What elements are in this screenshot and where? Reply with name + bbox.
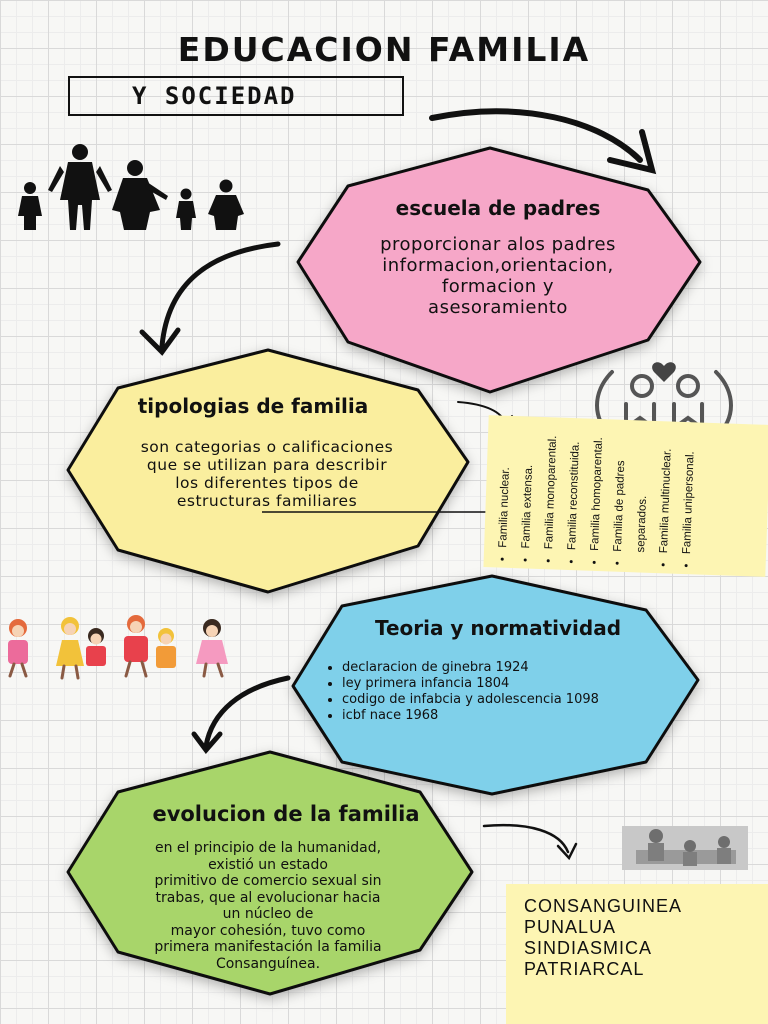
section-escuela [318,196,678,318]
section-title: tipologias de familia [137,394,369,418]
stage-item: PATRIARCAL [524,959,645,979]
list-item: • Familia unipersonal. [676,430,703,555]
list-item: • icbf nace 1968 [342,708,678,724]
list-item: • Familia de padres separados. [607,427,657,553]
section-tipologias [84,394,450,510]
list-item: • Familia reconstituida. [561,426,588,551]
list-item: • ley primera infancia 1804 [342,676,678,692]
stage-item: PUNALUA [524,917,617,937]
stage-item: CONSANGUINEA [524,896,683,916]
page-title: EDUCACION FAMILIA [177,30,591,69]
section-title: Teoria y normatividad [374,616,622,640]
section-body: son categorias o calificaciones que se utilizan para describir los diferentes tipos de estructuras familiares [140,438,394,510]
family-silhouette-icon [18,144,244,230]
list-item: • codigo de infabcia y adolescencia 1098 [342,692,678,708]
arrow-to-tipologias [142,244,278,352]
section-title: evolucion de la familia [152,802,420,826]
arrow-to-evolucion [194,678,288,750]
page-subtitle: Y SOCIEDAD [132,82,297,110]
section-teoria [318,616,678,724]
list-item: • declaracion de ginebra 1924 [342,660,678,676]
section-title: escuela de padres [395,196,601,220]
list-item: • Familia monoparental. [538,425,565,550]
section-evolucion [84,802,452,972]
list-item: • Familia homoparental. [584,427,611,552]
list-item: • Familia extensa. [515,424,542,549]
section-body: en el principio de la humanidad, existió un estado primitivo de comercio sexual sin trabas, que al evolucionar hacia un núcleo de mayor cohesión, tuvo como primera manifestación la familia Consanguínea. [154,840,382,972]
family-stages-note [506,884,768,1024]
list-item: • Familia nuclear. [492,423,519,548]
family-types-note [483,415,768,577]
family-types-list [492,423,704,568]
family-photo-icon [622,826,748,870]
children-group-icon [8,615,228,678]
section-body: proporcionar alos padres informacion,orientacion, formacion y asesoramiento [380,234,616,318]
list-item: • Familia multinuclear. [653,429,680,554]
norms-list [318,660,678,724]
stage-item: SINDIASMICA [524,938,653,958]
arrow-to-stages [484,825,576,858]
